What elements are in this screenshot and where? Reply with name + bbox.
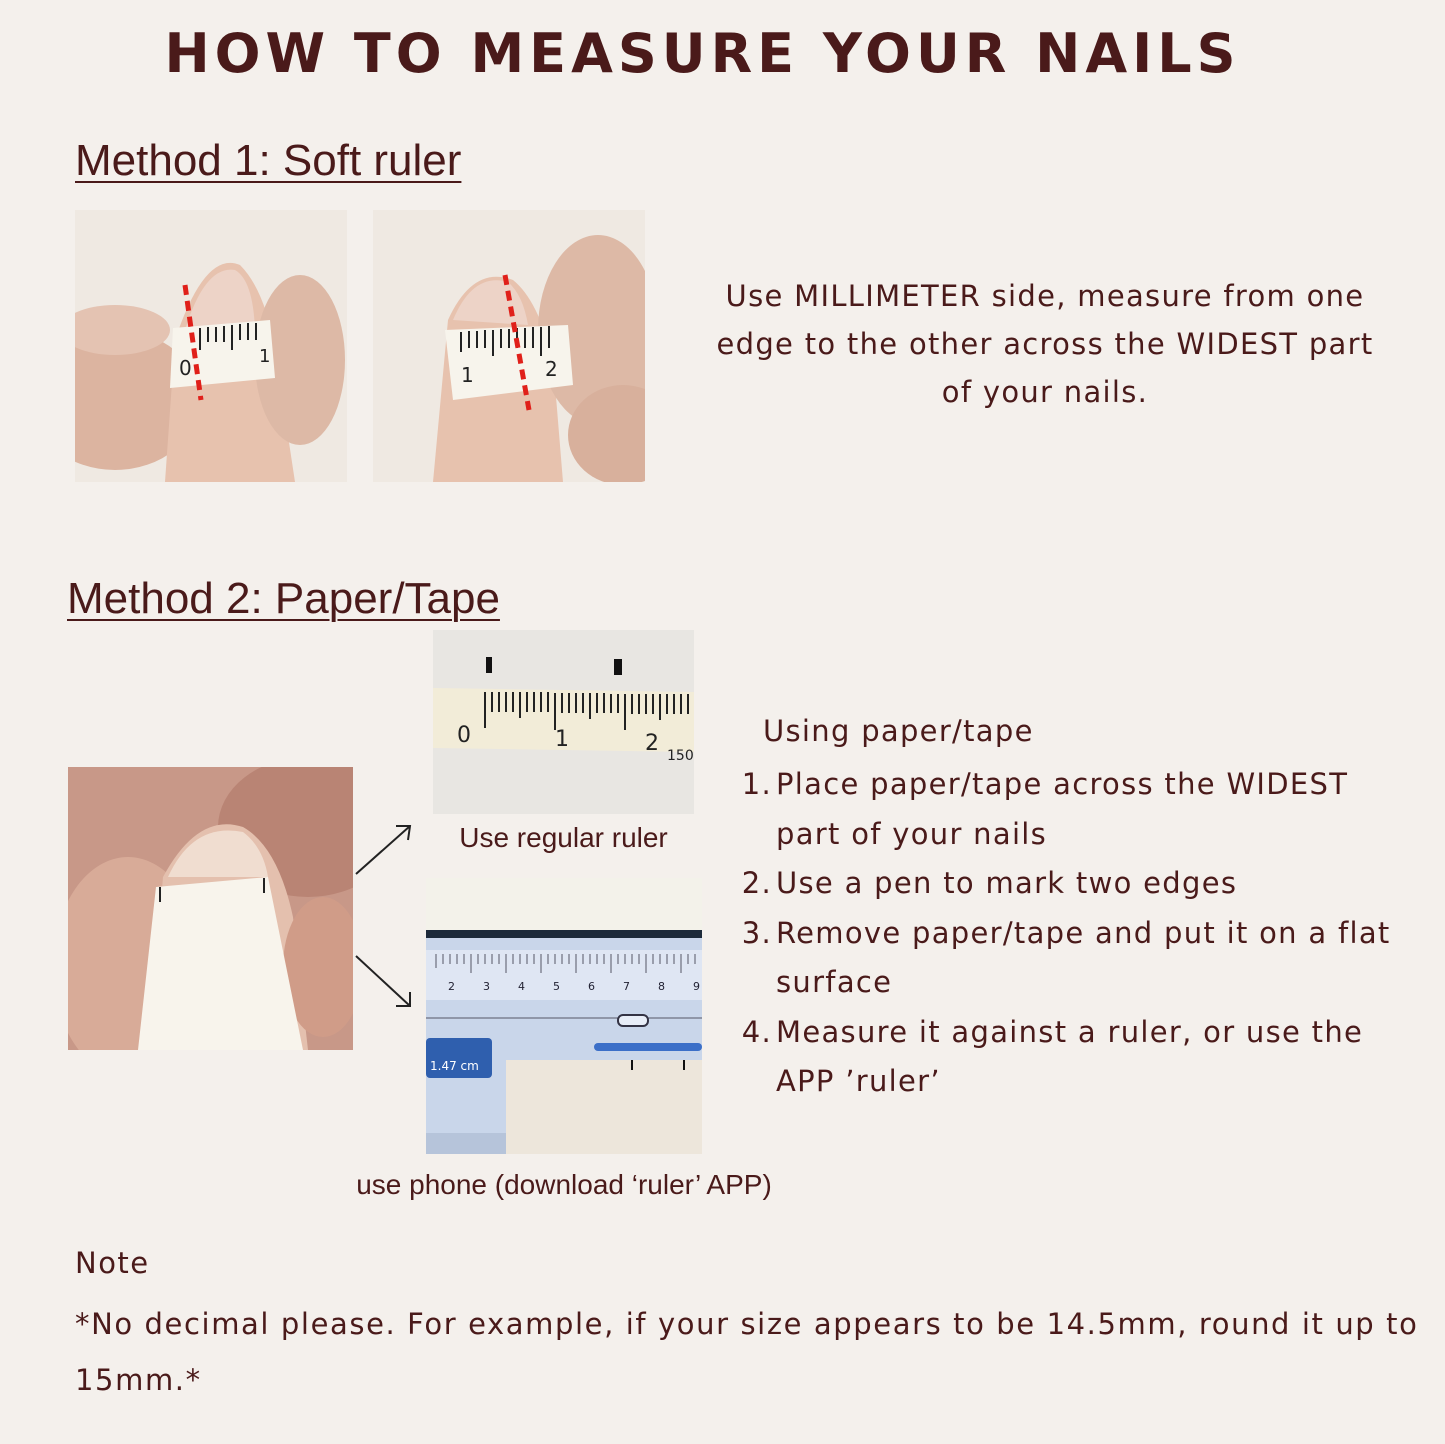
phone-caption: use phone (download ‘ruler’ APP): [356, 1169, 772, 1200]
regular-ruler-photo: [433, 630, 694, 814]
step-item: [738, 859, 1418, 909]
paper-tape-finger-photo: [68, 767, 353, 1050]
steps-list: [738, 760, 1418, 1107]
step-text: Remove paper/tape and put it on a flat surface: [776, 915, 1391, 999]
page-title: HOW TO MEASURE YOUR NAILS: [164, 22, 1241, 85]
ruler-caption: Use regular ruler: [459, 822, 668, 853]
arrow-down-right-icon: [352, 952, 416, 1012]
ruler-tick-150: 150: [667, 748, 694, 764]
soft-ruler-tick-2: 2: [545, 357, 558, 381]
soft-ruler-tick-1b: 1: [461, 363, 474, 387]
arrow-up-right-icon: [352, 820, 416, 880]
step-item: [738, 760, 1418, 859]
soft-ruler-tick-1: 1: [259, 346, 271, 367]
phone-reading: 1.47 cm: [430, 1059, 479, 1073]
soft-ruler-tick-0: 0: [179, 356, 192, 380]
note-heading: Note: [75, 1246, 150, 1280]
soft-ruler-photo-2: [373, 210, 645, 482]
step-number: 4.: [741, 1014, 772, 1049]
phone-tick-6: 6: [588, 980, 595, 993]
phone-tick-5: 5: [553, 980, 560, 993]
phone-tick-9: 9: [693, 980, 700, 993]
step-number: 3.: [741, 915, 772, 950]
step-text: Place paper/tape across the WIDEST part of your nails: [776, 767, 1349, 851]
step-item: [738, 1008, 1418, 1107]
method2-heading: Method 2: Paper/Tape: [67, 574, 500, 623]
method1-description: Use MILLIMETER side, measure from one edge to the other across the WIDEST part of your nails.: [716, 279, 1374, 409]
ruler-tick-2: 2: [645, 731, 659, 756]
step-text: Measure it against a ruler, or use the APP ’ruler’: [776, 1014, 1364, 1098]
ruler-tick-1: 1: [555, 727, 569, 752]
phone-tick-3: 3: [483, 980, 490, 993]
phone-tick-8: 8: [658, 980, 665, 993]
note-body: *No decimal please. For example, if your size appears to be 14.5mm, round it up to 15mm.*: [75, 1307, 1419, 1397]
soft-ruler-photo-1: [75, 210, 347, 482]
step-item: [738, 909, 1418, 1008]
phone-tick-2: 2: [448, 980, 455, 993]
phone-tick-7: 7: [623, 980, 630, 993]
steps-heading: Using paper/tape: [763, 714, 1034, 748]
step-number: 1.: [741, 767, 772, 801]
step-number: 2.: [741, 866, 772, 900]
phone-tick-4: 4: [518, 980, 525, 993]
step-text: Use a pen to mark two edges: [776, 866, 1238, 900]
phone-ruler-photo: [426, 878, 702, 1154]
ruler-tick-0: 0: [457, 723, 471, 748]
method1-heading: Method 1: Soft ruler: [75, 136, 462, 185]
